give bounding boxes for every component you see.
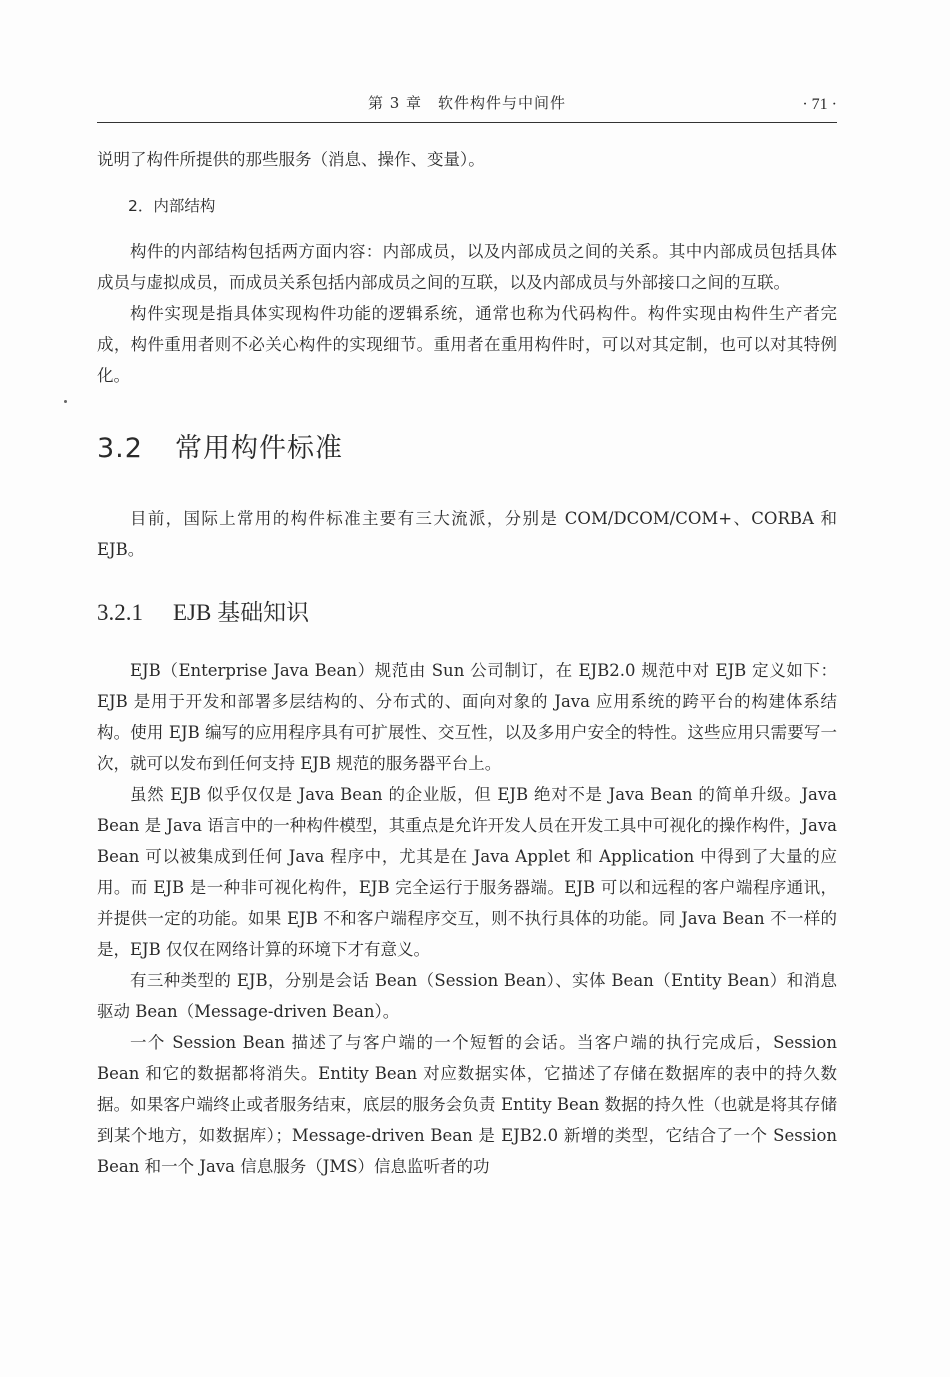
paragraph-ejb-vs-javabean: 虽然 EJB 似乎仅仅是 Java Bean 的企业版，但 EJB 绝对不是 Java Bean 的简单升级。Java Bean 是 Java 语言中的一种构件模型，其重点是允许开发人员在开发工具中可视化的操作构件，Java Bean 可以被集成到任何 Java 程序中，尤其是在 Java Applet 和 Application 中得到了大量的应用。而 EJB 是一种非可视化构件，EJB 完全运行于服务器端。EJB 可以和远程的客户端程序通讯，并提供一定的功能。如果 EJB 不和客户端程序交互，则不执行具体的功能。同 Java Bean 不一样的是，EJB 仅仅在网络计算的环境下才有意义。 xyxy=(97,785,837,959)
subsection-number: 3.2.1 xyxy=(97,600,143,625)
running-header xyxy=(97,88,837,123)
paragraph-internal-structure: 构件的内部结构包括两方面内容：内部成员，以及内部成员之间的关系。其中内部成员包括具体成员与虚拟成员，而成员关系包括内部成员之间的互联，以及内部成员与外部接口之间的互联。 xyxy=(97,242,837,292)
paragraph-continuation: 说明了构件所提供的那些服务（消息、操作、变量）。 xyxy=(97,150,485,169)
chapter-title: 第 3 章 软件构件与中间件 xyxy=(367,94,567,112)
page-number: · 71 · xyxy=(802,96,837,113)
section-number: 3.2 xyxy=(97,433,143,464)
paragraph-bean-descriptions: 一个 Session Bean 描述了与客户端的一个短暂的会话。当客户端的执行完成后，Session Bean 和它的数据都将消失。Entity Bean 对应数据实体，它描述了存储在数据库的表中的持久数据。如果客户端终止或者服务结束，底层的服务会负责 Entity Bean 数据的持久性（也就是将其存储到某个地方，如数据库）；Message-driven Bean 是 EJB2.0 新增的类型，它结合了一个 Session Bean 和一个 Java 信息服务（JMS）信息监听者的功 xyxy=(97,1033,837,1176)
section-title: 常用构件标准 xyxy=(174,433,343,464)
paragraph-component-implementation: 构件实现是指具体实现构件功能的逻辑系统，通常也称为代码构件。构件实现由构件生产者完成，构件重用者则不必关心构件的实现细节。重用者在重用构件时，可以对其定制，也可以对其特例化。 xyxy=(97,304,837,385)
paragraph-ejb-definition: EJB（Enterprise Java Bean）规范由 Sun 公司制订，在 EJB2.0 规范中对 EJB 定义如下：EJB 是用于开发和部署多层结构的、分布式的、面向对象的 Java 应用系统的跨平台的构建体系结构。使用 EJB 编写的应用程序具有可扩展性、交互性，以及多用户安全的特性。这些应用只需要写一次，就可以发布到任何支持 EJB 规范的服务器平台上。 xyxy=(97,661,837,773)
section-heading xyxy=(97,429,837,469)
subsection-heading xyxy=(97,595,837,631)
page-body xyxy=(97,144,837,1182)
paragraph-section-intro: 目前，国际上常用的构件标准主要有三大流派，分别是 COM/DCOM/COM+、CORBA 和 EJB。 xyxy=(97,509,837,559)
scan-speck xyxy=(64,400,67,403)
subheading-internal-structure: 2．内部结构 xyxy=(128,197,216,215)
paragraph-ejb-types: 有三种类型的 EJB，分别是会话 Bean（Session Bean）、实体 Bean（Entity Bean）和消息驱动 Bean（Message-driven Bean）。 xyxy=(97,971,837,1021)
subsection-title: EJB 基础知识 xyxy=(173,600,310,625)
